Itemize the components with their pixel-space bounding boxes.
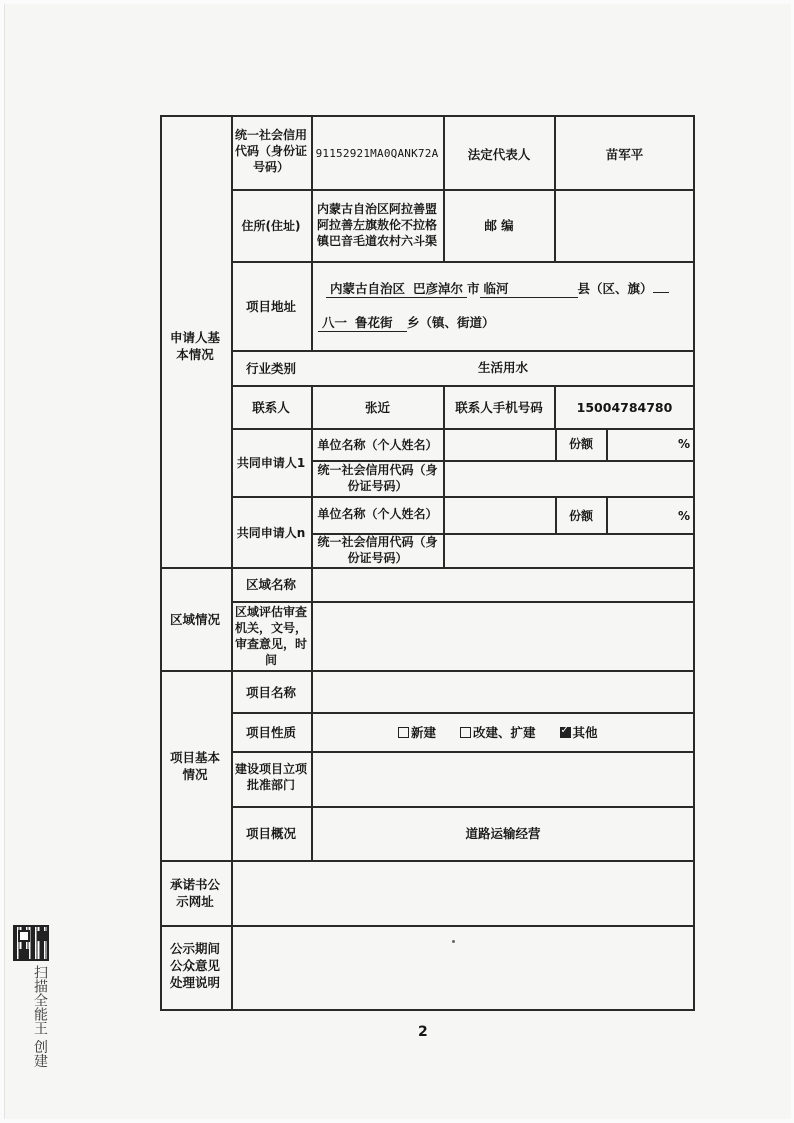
address-county-blank — [653, 292, 669, 293]
section-project-label: 项目基本情况 — [169, 750, 220, 782]
form-divider — [160, 567, 695, 569]
form-divider — [231, 806, 695, 808]
scanner-watermark: 扫描全能王 创建 — [32, 965, 48, 1068]
project-address-line-1 — [326, 279, 669, 298]
region-name-label: 区域名称 — [245, 576, 296, 592]
address-county-suffix: 县（区、旗） — [577, 281, 653, 296]
co-applicant-1-code-label: 统一社会信用代码（身份证号码） — [317, 463, 438, 493]
other-label: 其他 — [572, 725, 598, 740]
page-number: 2 — [418, 1024, 428, 1040]
form-divider — [160, 670, 695, 672]
project-approval-label: 建设项目立项批准部门 — [234, 762, 307, 792]
form-divider — [160, 860, 695, 862]
form-divider — [311, 567, 313, 670]
form-divider — [231, 115, 233, 1011]
co-applicant-n-unit-name-label: 单位名称（个人姓名） — [317, 507, 438, 521]
credit-code-value: 91152921MA0QANK72A — [315, 146, 439, 160]
legal-representative-label: 法定代表人 — [467, 146, 531, 162]
contact-name-value: 张近 — [364, 399, 390, 415]
contact-phone-value: 15004784780 — [576, 399, 673, 415]
credit-code-label: 统一社会信用代码（身份证号码） — [234, 128, 307, 174]
form-divider — [231, 261, 695, 263]
form-divider — [231, 751, 695, 753]
address-region: 内蒙古自治区 — [326, 279, 409, 298]
new-build-checkbox[interactable] — [398, 727, 409, 738]
contact-phone-label: 联系人手机号码 — [455, 399, 543, 415]
section-region-label: 区域情况 — [169, 611, 220, 627]
co-applicant-n-percent: % — [677, 509, 691, 523]
contact-label: 联系人 — [252, 399, 290, 415]
address-town-suffix: 乡（镇、街道） — [407, 315, 495, 330]
qr-code-icon — [13, 925, 49, 961]
other-checkbox[interactable] — [560, 727, 571, 738]
project-overview-label: 项目概况 — [245, 825, 296, 841]
form-divider — [231, 496, 695, 498]
form-divider — [231, 350, 695, 352]
form-divider — [443, 429, 445, 567]
form-divider — [231, 189, 695, 191]
address-city-suffix: 市 — [467, 281, 480, 296]
public-opinion-label: 公示期间公众意见处理说明 — [169, 940, 220, 990]
address-town: 鲁花街 — [351, 313, 407, 332]
form-divider — [231, 712, 695, 714]
address-county: 临河 — [480, 279, 578, 298]
co-applicant-n-code-label: 统一社会信用代码（身份证号码） — [317, 535, 438, 565]
address-label: 住所(住址) — [241, 219, 301, 233]
form-divider — [231, 428, 695, 430]
project-nature-options — [398, 722, 658, 742]
form-divider — [554, 115, 556, 261]
co-applicant-1-unit-name-label: 单位名称（个人姓名） — [317, 438, 438, 452]
legal-representative-value: 苗军平 — [605, 146, 644, 162]
project-name-label: 项目名称 — [245, 684, 296, 700]
postal-code-value — [556, 214, 693, 236]
address-town-prefix: 八一 — [318, 313, 351, 332]
commitment-url-label: 承诺书公示网址 — [169, 877, 220, 909]
project-nature-label: 项目性质 — [245, 724, 296, 740]
co-applicant-1-percent: % — [677, 437, 691, 451]
address-city: 巴彦淖尔 — [409, 279, 467, 298]
form-divider — [231, 385, 695, 387]
address-value: 内蒙古自治区阿拉善盟阿拉善左旗敖伦不拉格镇巴音毛道农村六斗渠 — [316, 202, 437, 248]
industry-value: 生活用水 — [477, 359, 528, 375]
form-divider — [443, 115, 445, 261]
scan-speck — [452, 940, 455, 943]
co-applicant-1-share-label: 份额 — [568, 437, 593, 451]
co-applicant-n-label: 共同申请人n — [236, 526, 306, 540]
form-divider — [160, 925, 695, 927]
project-overview-value: 道路运输经营 — [465, 825, 541, 841]
section-applicant-label: 申请人基本情况 — [169, 330, 220, 362]
rebuild-expand-checkbox[interactable] — [460, 727, 471, 738]
project-address-label: 项目地址 — [245, 298, 296, 314]
postal-code-label: 邮 编 — [484, 217, 514, 233]
region-evaluation-label: 区域评估审查机关，文号，审查意见，时间 — [234, 605, 307, 667]
industry-label: 行业类别 — [245, 360, 296, 376]
co-applicant-n-share-label: 份额 — [568, 509, 593, 523]
form-divider — [606, 429, 608, 460]
form-divider — [606, 497, 608, 533]
rebuild-expand-label: 改建、扩建 — [473, 725, 536, 740]
project-address-line-2 — [318, 313, 495, 332]
new-build-label: 新建 — [411, 725, 437, 740]
co-applicant-1-label: 共同申请人1 — [236, 456, 306, 470]
